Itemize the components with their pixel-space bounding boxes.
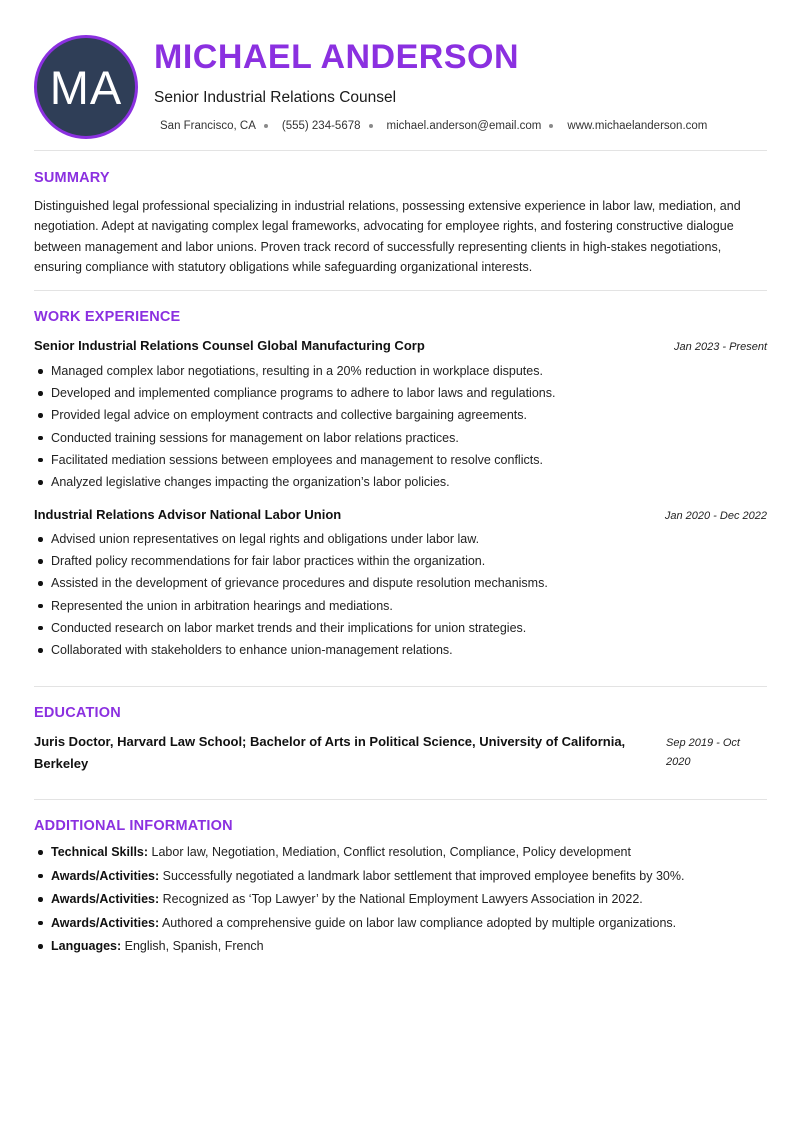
list-item <box>34 865 767 889</box>
contact-phone: (555) 234-5678 <box>281 120 361 132</box>
section-divider <box>34 150 767 151</box>
list-item: Conducted training sessions for management on labor relations practices. <box>34 427 767 449</box>
section-divider <box>34 799 767 800</box>
item-text: English, Spanish, French <box>124 939 264 953</box>
list-item: Conducted research on labor market trends and their implications for union strategies. <box>34 617 767 639</box>
education-dates: Sep 2019 - Oct 2020 <box>666 737 740 768</box>
job-bullets <box>34 528 767 661</box>
separator-dot-icon <box>264 124 268 128</box>
item-text: Successfully negotiated a landmark labor settlement that improved employee benefits by 30%. <box>162 868 685 883</box>
job-role: Senior Industrial Relations Counsel Global Manufacturing Corp <box>34 338 425 353</box>
candidate-title: Senior Industrial Relations Counsel <box>154 89 397 106</box>
contact-location: San Francisco, CA <box>160 120 256 132</box>
list-item <box>34 841 767 865</box>
job-bullets <box>34 360 767 493</box>
list-item <box>34 935 767 959</box>
item-text: Labor law, Negotiation, Mediation, Conflict resolution, Compliance, Policy development <box>151 845 631 859</box>
list-item: Developed and implemented compliance programs to adhere to labor laws and regulations. <box>34 382 767 404</box>
list-item <box>34 912 767 936</box>
item-label: Awards/Activities: <box>51 915 160 930</box>
item-label: Languages: <box>51 939 122 953</box>
list-item: Provided legal advice on employment contracts and collective bargaining agreements. <box>34 404 767 426</box>
contact-email: michael.anderson@email.com <box>386 120 542 132</box>
education-heading: EDUCATION <box>34 705 121 721</box>
list-item: Represented the union in arbitration hearings and mediations. <box>34 595 767 617</box>
item-label: Awards/Activities: <box>51 892 160 906</box>
candidate-name: MICHAEL ANDERSON <box>154 38 520 76</box>
item-text: Recognized as ‘Top Lawyer’ by the National Employment Lawyers Association in 2022. <box>162 892 643 906</box>
job-header <box>34 338 767 353</box>
additional-list <box>34 841 767 959</box>
list-item: Drafted policy recommendations for fair labor practices within the organization. <box>34 550 767 572</box>
item-label: Technical Skills: <box>51 845 149 859</box>
education-degree: Juris Doctor, Harvard Law School; Bachelor of Arts in Political Science, University of California, Berkeley <box>34 734 626 771</box>
job-role: Industrial Relations Advisor National Labor Union <box>34 507 342 522</box>
list-item <box>34 888 767 912</box>
job-header <box>34 507 767 522</box>
summary-heading: SUMMARY <box>34 170 110 186</box>
contact-bar <box>160 120 707 132</box>
list-item: Analyzed legislative changes impacting the organization’s labor policies. <box>34 471 767 493</box>
item-text: Authored a comprehensive guide on labor law compliance adopted by multiple organizations. <box>161 915 677 930</box>
contact-website: www.michaelanderson.com <box>567 120 708 132</box>
section-divider <box>34 686 767 687</box>
separator-dot-icon <box>549 124 553 128</box>
list-item: Advised union representatives on legal rights and obligations under labor law. <box>34 528 767 550</box>
experience-heading: WORK EXPERIENCE <box>34 309 181 325</box>
list-item: Assisted in the development of grievance procedures and dispute resolution mechanisms. <box>34 572 767 594</box>
job-dates: Jan 2023 - Present <box>674 341 767 353</box>
job-dates: Jan 2020 - Dec 2022 <box>664 510 767 522</box>
avatar <box>34 35 138 139</box>
summary-text: Distinguished legal professional specializing in industrial relations, possessing extensive experience in labor law, mediation, and negotiation. Adept at navigating complex legal frameworks, advocating for employee rights, and fostering constructive dialogue between management and labor unions. Proven track record of successfully representing clients in high-stakes negotiations, ensuring compliance with statutory obligations while safeguarding organizational interests. <box>34 199 741 274</box>
item-label: Awards/Activities: <box>51 868 160 883</box>
additional-heading: ADDITIONAL INFORMATION <box>34 818 233 834</box>
list-item: Collaborated with stakeholders to enhance union-management relations. <box>34 639 767 661</box>
section-divider <box>34 290 767 291</box>
avatar-initials: MA <box>49 60 123 114</box>
list-item: Managed complex labor negotiations, resulting in a 20% reduction in workplace disputes. <box>34 360 767 382</box>
list-item: Facilitated mediation sessions between employees and management to resolve conflicts. <box>34 449 767 471</box>
separator-dot-icon <box>369 124 373 128</box>
